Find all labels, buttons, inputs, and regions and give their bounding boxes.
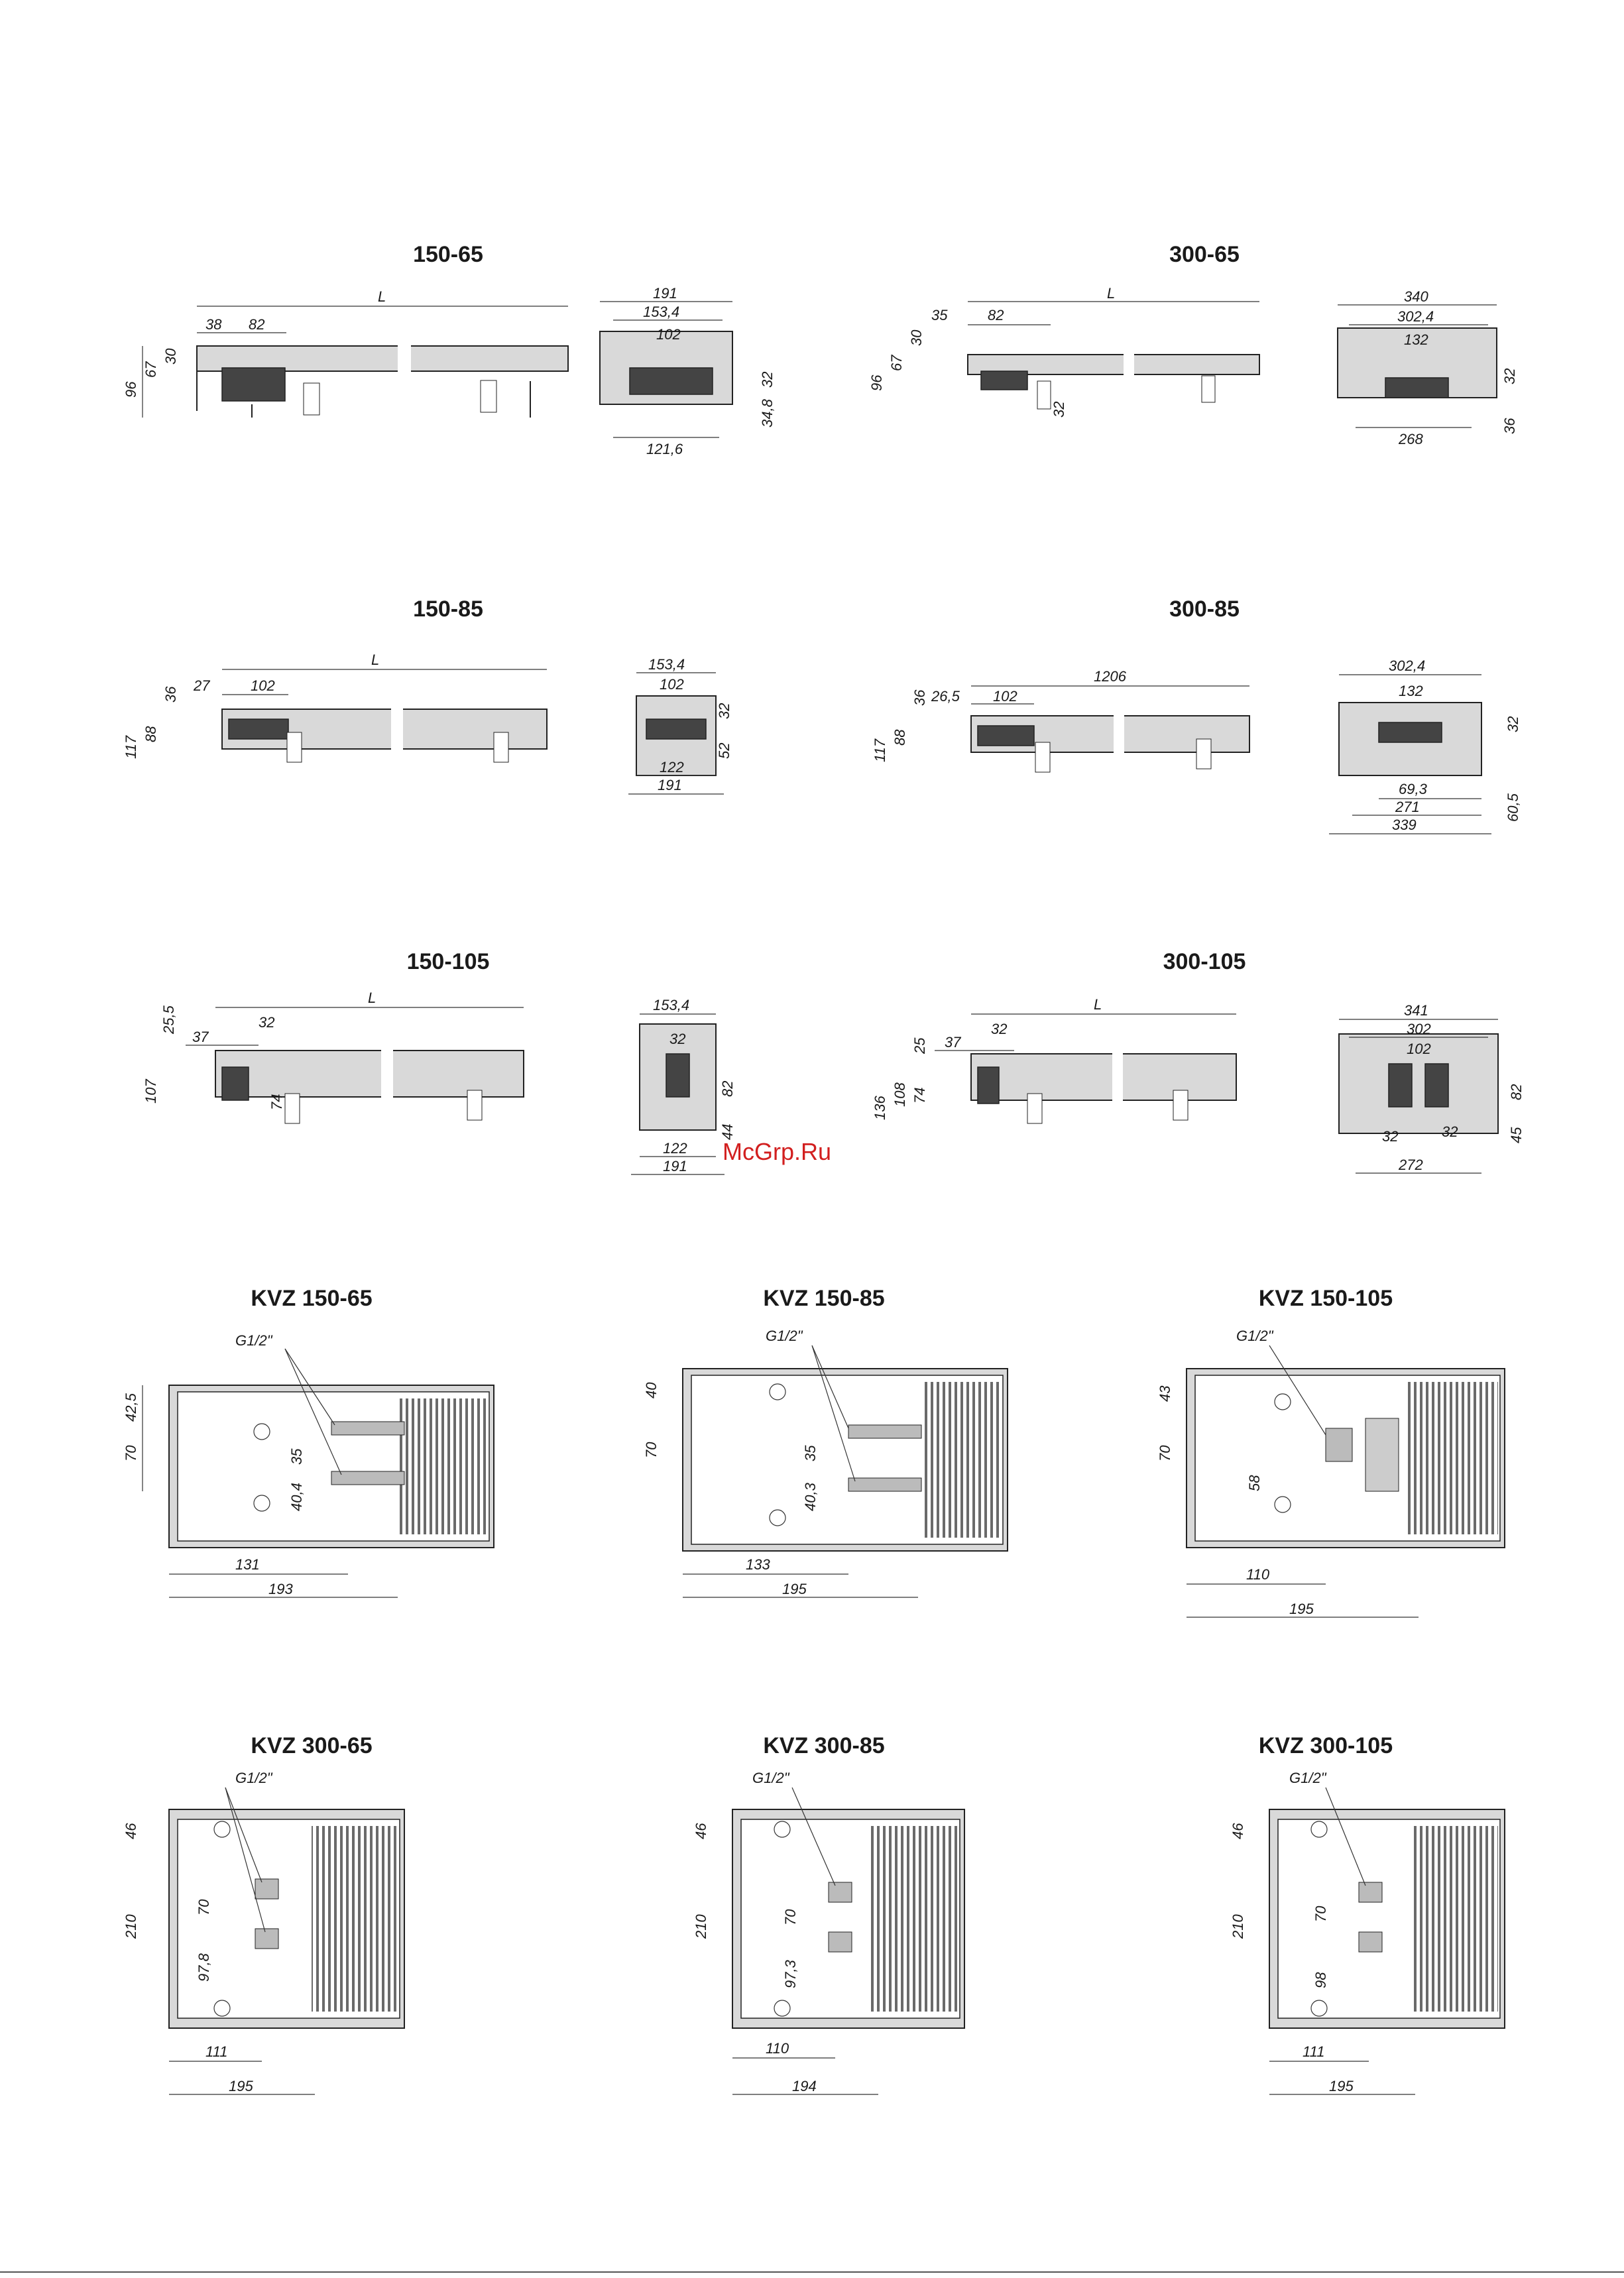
dim-b: 37: [945, 1034, 961, 1051]
kvz-150-65: [123, 1286, 494, 1597]
dim-h2: 88: [143, 726, 159, 742]
dim-h1: 110: [766, 2040, 789, 2057]
dim-v1: 46: [1230, 1823, 1246, 1839]
dim-v4: 97,8: [196, 1953, 212, 1982]
dim-w3: 102: [656, 326, 681, 343]
watermark: McGrp.Ru: [722, 1138, 832, 1165]
dim-v4: 40,3: [802, 1483, 819, 1511]
dim-h1: 107: [143, 1079, 159, 1104]
dim-w2: 32: [669, 1031, 686, 1047]
dim-a: 25,5: [160, 1005, 177, 1034]
dim-w2: 102: [660, 676, 684, 693]
title-150-85: 150-85: [413, 597, 483, 622]
dim-h1: 96: [868, 374, 885, 391]
dim-bw1: 122: [663, 1140, 687, 1157]
dim-w3: 132: [1404, 331, 1428, 348]
dim-b: 102: [993, 688, 1017, 705]
dim-bw1: 69,3: [1399, 781, 1427, 797]
dim-L-150-105: L: [368, 990, 377, 1006]
kvz-150-105: [1157, 1286, 1505, 1617]
thread-label: G1/2": [235, 1770, 272, 1786]
dim-h2: 193: [268, 1581, 293, 1597]
dim-v2: 60,5: [1505, 793, 1521, 822]
dim-w2: 302: [1407, 1021, 1431, 1037]
dim-h1: 117: [123, 735, 139, 759]
dim-bw2: 191: [663, 1158, 687, 1174]
dim-w1: 341: [1404, 1002, 1428, 1019]
dim-v4: 98: [1312, 1972, 1329, 1988]
dim-h1: 96: [123, 381, 139, 398]
dim-v2: 210: [693, 1914, 709, 1939]
dim-h1: 111: [205, 2043, 228, 2060]
dim-w1: 153,4: [648, 656, 685, 673]
dim-h1: 117: [872, 738, 888, 762]
dim-h2: 195: [1329, 2078, 1354, 2094]
dim-h1: 111: [1303, 2043, 1325, 2060]
dim-h1: 136: [872, 1096, 888, 1120]
dim-a: 25: [911, 1037, 928, 1054]
dim-h1: 131: [235, 1556, 260, 1573]
dim-v2: 52: [716, 742, 732, 759]
thread-label: G1/2": [1236, 1328, 1273, 1344]
dim-w2: 153,4: [643, 304, 680, 320]
dim-h2: 108: [892, 1082, 908, 1107]
dim-h3: 30: [908, 329, 925, 346]
title-kvz-150-85: KVZ 150-85: [763, 1286, 885, 1311]
dim-bw2: 271: [1395, 799, 1420, 815]
dim-h2: 195: [1289, 1601, 1314, 1617]
dim-v3: 70: [1312, 1906, 1329, 1922]
dim-L-300-105: L: [1094, 996, 1102, 1013]
dim-w1: 191: [653, 285, 677, 302]
dim-v1: 34,8: [759, 399, 776, 427]
title-150-105: 150-105: [406, 949, 490, 974]
dim-w2: 302,4: [1397, 308, 1434, 325]
title-300-105: 300-105: [1163, 949, 1246, 974]
dim-a: 38: [205, 316, 222, 333]
kvz-300-105: [1230, 1733, 1505, 2094]
dim-v2: 210: [123, 1914, 139, 1939]
dim-w3: 102: [1407, 1041, 1431, 1057]
title-kvz-300-105: KVZ 300-105: [1258, 1733, 1393, 1758]
dim-v1: 40: [643, 1382, 660, 1398]
dim-v1: 42,5: [123, 1393, 139, 1422]
dim-v2: 70: [1157, 1445, 1173, 1461]
dim-w1: 302,4: [1389, 657, 1426, 674]
section-300-105: [872, 949, 1525, 1173]
dim-v1: 32: [716, 703, 732, 719]
dim-L-150-85: L: [371, 652, 380, 668]
dim-h4: 32: [1051, 401, 1067, 418]
fin-block: [1412, 1826, 1498, 2012]
section-300-85: [872, 597, 1521, 834]
dim-b: 82: [988, 307, 1004, 323]
section-150-65: [123, 242, 776, 457]
dim-v3: 35: [802, 1445, 819, 1461]
dim-bw2: 32: [1442, 1123, 1458, 1140]
dim-c: 32: [991, 1021, 1008, 1037]
dim-v3: 35: [288, 1448, 305, 1465]
fin-block: [921, 1382, 1001, 1538]
dim-bw3: 339: [1392, 817, 1417, 833]
dim-v2: 32: [759, 371, 776, 388]
thread-label: G1/2": [1289, 1770, 1326, 1786]
dim-a: 35: [931, 307, 948, 323]
kvz-150-85: [643, 1286, 1008, 1597]
dim-w2: 132: [1399, 683, 1423, 699]
dim-v2: 210: [1230, 1914, 1246, 1939]
dim-b: 37: [192, 1029, 209, 1045]
thread-label: G1/2": [766, 1328, 803, 1344]
dim-h2: 67: [143, 361, 159, 378]
dim-v4: 97,3: [782, 1960, 799, 1988]
dim-v3: 70: [782, 1909, 799, 1925]
dim-b: 82: [249, 316, 265, 333]
fin-block: [398, 1398, 487, 1534]
dim-v1: 32: [1501, 368, 1518, 384]
dim-bw: 268: [1399, 431, 1423, 447]
title-kvz-300-65: KVZ 300-65: [251, 1733, 373, 1758]
fin-block: [868, 1826, 958, 2012]
dim-v2: 45: [1508, 1127, 1525, 1143]
dim-h1: 133: [746, 1556, 770, 1573]
dim-v1: 43: [1157, 1385, 1173, 1402]
thread-label: G1/2": [235, 1332, 272, 1349]
section-150-105: [143, 949, 736, 1174]
dim-bw1: 32: [1382, 1128, 1399, 1145]
dim-a: 26,5: [931, 688, 960, 705]
dim-bw1: 122: [660, 759, 684, 775]
dim-v1: 82: [1508, 1084, 1525, 1100]
dim-v1: 82: [719, 1080, 736, 1097]
fin-block: [1405, 1382, 1498, 1534]
heat-exchanger-block: [222, 368, 285, 401]
valve-fitting: [304, 383, 319, 415]
dim-L-300-85: 1206: [1094, 668, 1126, 685]
kvz-300-85: [693, 1733, 964, 2094]
dim-w1: 153,4: [653, 997, 690, 1013]
dim-v2: 70: [643, 1442, 660, 1458]
dim-bw3: 272: [1399, 1157, 1423, 1173]
dim-v2: 36: [1501, 418, 1518, 434]
dim-L-300-65: L: [1107, 285, 1116, 302]
dim-w1: 340: [1404, 288, 1428, 305]
dim-bw: 121,6: [646, 441, 683, 457]
dim-h2: 195: [782, 1581, 807, 1597]
dim-v1: 46: [693, 1823, 709, 1839]
dim-v2: 44: [719, 1123, 736, 1140]
title-300-85: 300-85: [1169, 597, 1240, 622]
title-kvz-150-65: KVZ 150-65: [251, 1286, 373, 1311]
dim-v3: 58: [1246, 1475, 1263, 1491]
dim-h3: 74: [911, 1087, 928, 1104]
title-300-65: 300-65: [1169, 242, 1240, 267]
title-kvz-300-85: KVZ 300-85: [763, 1733, 885, 1758]
dim-h3: 36: [911, 689, 928, 706]
dim-v4: 40,4: [288, 1483, 305, 1511]
dim-a: 27: [194, 677, 210, 694]
dim-v1: 46: [123, 1823, 139, 1839]
title-kvz-150-105: KVZ 150-105: [1258, 1286, 1393, 1311]
dim-c: 32: [259, 1014, 275, 1031]
dim-h3: 36: [162, 686, 179, 703]
dim-h3: 30: [162, 348, 179, 365]
dim-h2: 74: [268, 1094, 285, 1110]
dim-v3: 70: [196, 1899, 212, 1915]
dim-v2: 70: [123, 1445, 139, 1461]
kvz-300-65: [123, 1733, 404, 2094]
dim-bw2: 191: [658, 777, 682, 793]
dim-h2: 195: [229, 2078, 253, 2094]
dim-h1: 110: [1246, 1566, 1270, 1583]
dim-v1: 32: [1505, 716, 1521, 732]
dim-L-150-65: L: [378, 288, 386, 305]
dim-h2: 88: [892, 729, 908, 746]
dim-h2: 67: [888, 355, 905, 371]
thread-label: G1/2": [752, 1770, 789, 1786]
section-150-85: [123, 597, 732, 794]
section-300-65: [868, 242, 1518, 447]
dim-h2: 194: [792, 2078, 817, 2094]
fin-block: [312, 1826, 398, 2012]
dim-b: 102: [251, 677, 275, 694]
title-150-65: 150-65: [413, 242, 483, 267]
